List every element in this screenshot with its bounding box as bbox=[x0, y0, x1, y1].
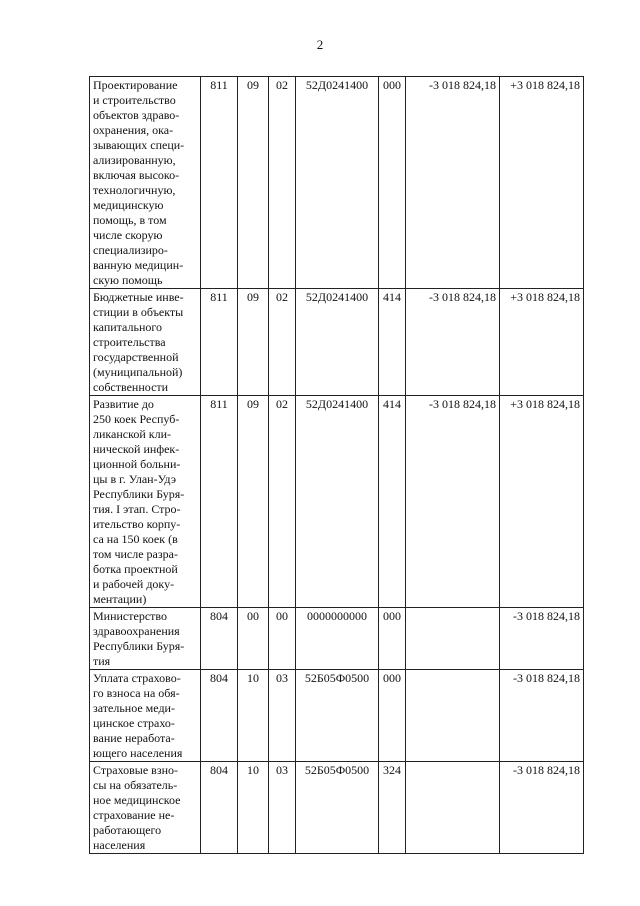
item-name-line: Министерство bbox=[93, 609, 167, 623]
item-name-cell bbox=[90, 762, 201, 854]
item-name-cell bbox=[90, 289, 201, 396]
section-code-cell: 10 bbox=[238, 670, 269, 762]
item-name-line: го взноса на обя- bbox=[93, 686, 180, 700]
item-name-line: ющего населения bbox=[93, 746, 183, 760]
section-code-cell: 00 bbox=[238, 608, 269, 670]
amount-change-cell: +3 018 824,18 bbox=[500, 396, 584, 608]
item-name-line: нической инфек- bbox=[93, 442, 180, 456]
subsection-code-cell: 03 bbox=[269, 670, 296, 762]
item-name-line: объектов здраво- bbox=[93, 108, 180, 122]
table-row bbox=[90, 762, 584, 854]
table-row bbox=[90, 289, 584, 396]
item-name-line: числе скорую bbox=[93, 228, 163, 242]
ved-code-cell: 811 bbox=[201, 77, 238, 289]
item-name-line: страхование не- bbox=[93, 808, 175, 822]
item-name-line: Страховые взно- bbox=[93, 763, 178, 777]
item-name-cell bbox=[90, 396, 201, 608]
amount-decrease-cell bbox=[406, 762, 500, 854]
subsection-code-cell: 00 bbox=[269, 608, 296, 670]
ved-code-cell: 804 bbox=[201, 608, 238, 670]
ved-code-cell: 811 bbox=[201, 396, 238, 608]
item-name-line: сы на обязатель- bbox=[93, 778, 178, 792]
expense-type-cell: 000 bbox=[379, 670, 406, 762]
item-name-line: технологичную, bbox=[93, 183, 176, 197]
section-code-cell: 09 bbox=[238, 396, 269, 608]
section-code-cell: 10 bbox=[238, 762, 269, 854]
target-article-cell: 52Б05Ф0500 bbox=[296, 762, 379, 854]
item-name-line: ное медицинское bbox=[93, 793, 181, 807]
table-row bbox=[90, 608, 584, 670]
item-name-line: здравоохранения bbox=[93, 624, 180, 638]
expense-type-cell: 000 bbox=[379, 608, 406, 670]
item-name-line: ительство корпу- bbox=[93, 517, 181, 531]
table-row bbox=[90, 670, 584, 762]
amount-change-cell: -3 018 824,18 bbox=[500, 670, 584, 762]
item-name-line: ликанской кли- bbox=[93, 427, 172, 441]
item-name-line: Уплата страхово- bbox=[93, 671, 181, 685]
ved-code-cell: 811 bbox=[201, 289, 238, 396]
item-name-line: зательное меди- bbox=[93, 701, 175, 715]
amount-decrease-cell: -3 018 824,18 bbox=[406, 289, 500, 396]
item-name-line: охранения, ока- bbox=[93, 123, 174, 137]
amount-decrease-cell: -3 018 824,18 bbox=[406, 396, 500, 608]
target-article-cell: 52Д0241400 bbox=[296, 289, 379, 396]
item-name-line: том числе разра- bbox=[93, 547, 178, 561]
item-name-line: государственной bbox=[93, 350, 179, 364]
page-number: 2 bbox=[316, 37, 324, 52]
item-name-line: са на 150 коек (в bbox=[93, 532, 178, 546]
item-name-line: стиции в объекты bbox=[93, 305, 184, 319]
ved-code-cell: 804 bbox=[201, 670, 238, 762]
item-name-line: тия. I этап. Стро- bbox=[93, 502, 181, 516]
item-name-line: капитального bbox=[93, 320, 162, 334]
expense-type-cell: 414 bbox=[379, 289, 406, 396]
budget-table bbox=[89, 76, 584, 854]
item-name-line: помощь, в том bbox=[93, 213, 167, 227]
item-name-line: Проектирование bbox=[93, 78, 178, 92]
item-name-line: 250 коек Респуб- bbox=[93, 412, 180, 426]
item-name-line: населения bbox=[93, 838, 146, 852]
item-name-line: и строительство bbox=[93, 93, 176, 107]
amount-change-cell: -3 018 824,18 bbox=[500, 762, 584, 854]
item-name-line: медицинскую bbox=[93, 198, 164, 212]
amount-change-cell: +3 018 824,18 bbox=[500, 289, 584, 396]
item-name-line: ботка проектной bbox=[93, 562, 178, 576]
item-name-cell bbox=[90, 670, 201, 762]
amount-decrease-cell bbox=[406, 608, 500, 670]
expense-type-cell: 414 bbox=[379, 396, 406, 608]
table-row bbox=[90, 77, 584, 289]
item-name-line: ментации) bbox=[93, 592, 147, 606]
table-row bbox=[90, 396, 584, 608]
item-name-line: строительства bbox=[93, 335, 166, 349]
item-name-line: цинское страхо- bbox=[93, 716, 175, 730]
item-name-line: ализированную, bbox=[93, 153, 176, 167]
item-name-line: включая высоко- bbox=[93, 168, 180, 182]
item-name-line: Развитие до bbox=[93, 397, 154, 411]
item-name-line: собственности bbox=[93, 380, 169, 394]
subsection-code-cell: 02 bbox=[269, 289, 296, 396]
expense-type-cell: 000 bbox=[379, 77, 406, 289]
item-name-line: (муниципальной) bbox=[93, 365, 183, 379]
item-name-line: Республики Буря- bbox=[93, 639, 185, 653]
section-code-cell: 09 bbox=[238, 289, 269, 396]
item-name-line: вание неработа- bbox=[93, 731, 175, 745]
item-name-cell bbox=[90, 608, 201, 670]
item-name-line: специализиро- bbox=[93, 243, 168, 257]
ved-code-cell: 804 bbox=[201, 762, 238, 854]
item-name-line: работающего bbox=[93, 823, 162, 837]
target-article-cell: 52Б05Ф0500 bbox=[296, 670, 379, 762]
amount-change-cell: -3 018 824,18 bbox=[500, 608, 584, 670]
amount-decrease-cell bbox=[406, 670, 500, 762]
target-article-cell: 52Д0241400 bbox=[296, 77, 379, 289]
subsection-code-cell: 03 bbox=[269, 762, 296, 854]
item-name-line: скую помощь bbox=[93, 273, 163, 287]
expense-type-cell: 324 bbox=[379, 762, 406, 854]
item-name-line: Республики Буря- bbox=[93, 487, 185, 501]
item-name-cell bbox=[90, 77, 201, 289]
target-article-cell: 52Д0241400 bbox=[296, 396, 379, 608]
subsection-code-cell: 02 bbox=[269, 77, 296, 289]
item-name-line: цы в г. Улан-Удэ bbox=[93, 472, 176, 486]
item-name-line: ционной больни- bbox=[93, 457, 181, 471]
item-name-line: тия bbox=[93, 654, 111, 668]
target-article-cell: 0000000000 bbox=[296, 608, 379, 670]
section-code-cell: 09 bbox=[238, 77, 269, 289]
item-name-line: зывающих специ- bbox=[93, 138, 185, 152]
item-name-line: ванную медицин- bbox=[93, 258, 184, 272]
amount-decrease-cell: -3 018 824,18 bbox=[406, 77, 500, 289]
amount-change-cell: +3 018 824,18 bbox=[500, 77, 584, 289]
item-name-line: Бюджетные инве- bbox=[93, 290, 184, 304]
item-name-line: и рабочей доку- bbox=[93, 577, 175, 591]
subsection-code-cell: 02 bbox=[269, 396, 296, 608]
budget-table-body bbox=[90, 77, 584, 854]
